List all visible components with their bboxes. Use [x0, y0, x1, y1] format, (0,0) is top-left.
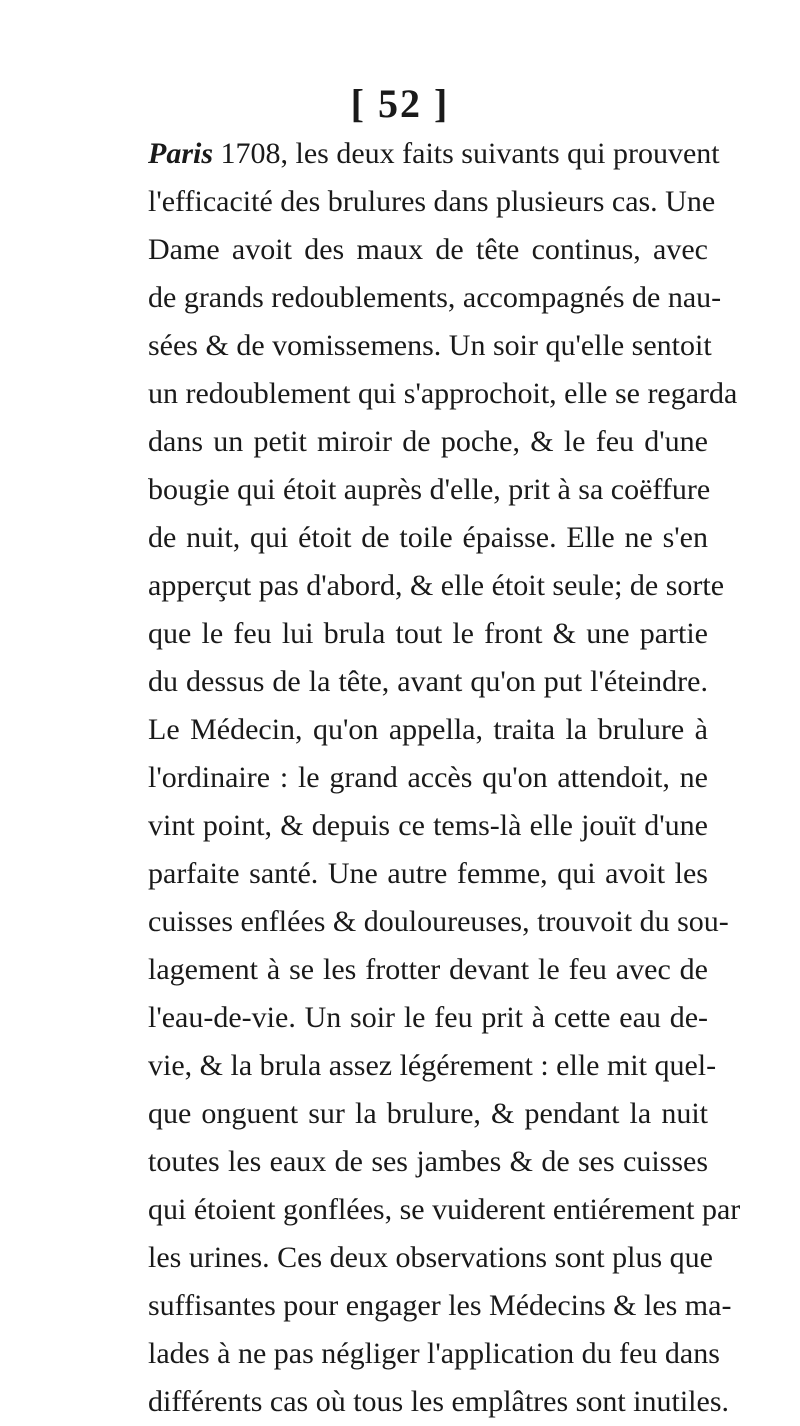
text-line: un redoublement qui s'approchoit, elle se regarda: [148, 377, 738, 410]
text-line: de nuit, qui étoit de toile épaisse. Elle ne s'en: [148, 521, 708, 554]
text-line: dans un petit miroir de poche, & le feu d'une: [148, 425, 708, 458]
text-line: différents cas où tous les emplâtres sont inutiles.: [148, 1385, 730, 1418]
text-line: qui étoient gonflées, se vuiderent entiérement par: [148, 1193, 741, 1226]
text-line: Dame avoit des maux de tête continus, avec: [148, 233, 708, 266]
text-line: que le feu lui brula tout le front & une partie: [148, 617, 708, 650]
text-line: l'ordinaire : le grand accès qu'on attendoit, ne: [148, 761, 708, 794]
text-line: Le Médecin, qu'on appella, traita la brulure à: [148, 713, 708, 746]
text-line: lagement à se les frotter devant le feu avec de: [148, 953, 708, 986]
paragraph-lead: Paris: [148, 137, 214, 170]
text-line: cuisses enflées & douloureuses, trouvoit du sou-: [148, 905, 729, 938]
text-line: du dessus de la tête, avant qu'on put l'éteindre.: [148, 665, 708, 698]
text-line: lades à ne pas négliger l'application du feu dans: [148, 1337, 720, 1370]
text-line: l'efficacité des brulures dans plusieurs cas. Une: [148, 185, 716, 218]
text-line: bougie qui étoit auprès d'elle, prit à sa coëffure: [148, 473, 711, 506]
paragraph: [148, 130, 741, 1426]
text-line: l'eau-de-vie. Un soir le feu prit à cette eau de-: [148, 1001, 708, 1034]
page-number: [ 52 ]: [350, 81, 450, 126]
text-line: apperçut pas d'abord, & elle étoit seule; de sorte: [148, 569, 725, 602]
text-line: vie, & la brula assez légérement : elle mit quel-: [148, 1049, 717, 1082]
text-line: [148, 130, 720, 178]
text-line-content: 1708, les deux faits suivants qui prouvent: [220, 137, 720, 170]
text-line: sées & de vomissemens. Un soir qu'elle sentoit: [148, 329, 712, 362]
text-line: de grands redoublements, accompagnés de nau-: [148, 281, 722, 314]
text-line: que onguent sur la brulure, & pendant la nuit: [148, 1097, 708, 1130]
text-line: toutes les eaux de ses jambes & de ses cuisses: [148, 1145, 708, 1178]
text-line: suffisantes pour engager les Médecins & les ma-: [148, 1289, 732, 1322]
text-line: les urines. Ces deux observations sont plus que: [148, 1241, 713, 1274]
text-line: parfaite santé. Une autre femme, qui avoit les: [148, 857, 708, 890]
text-line: vint point, & depuis ce tems-là elle jouït d'une: [148, 809, 708, 842]
